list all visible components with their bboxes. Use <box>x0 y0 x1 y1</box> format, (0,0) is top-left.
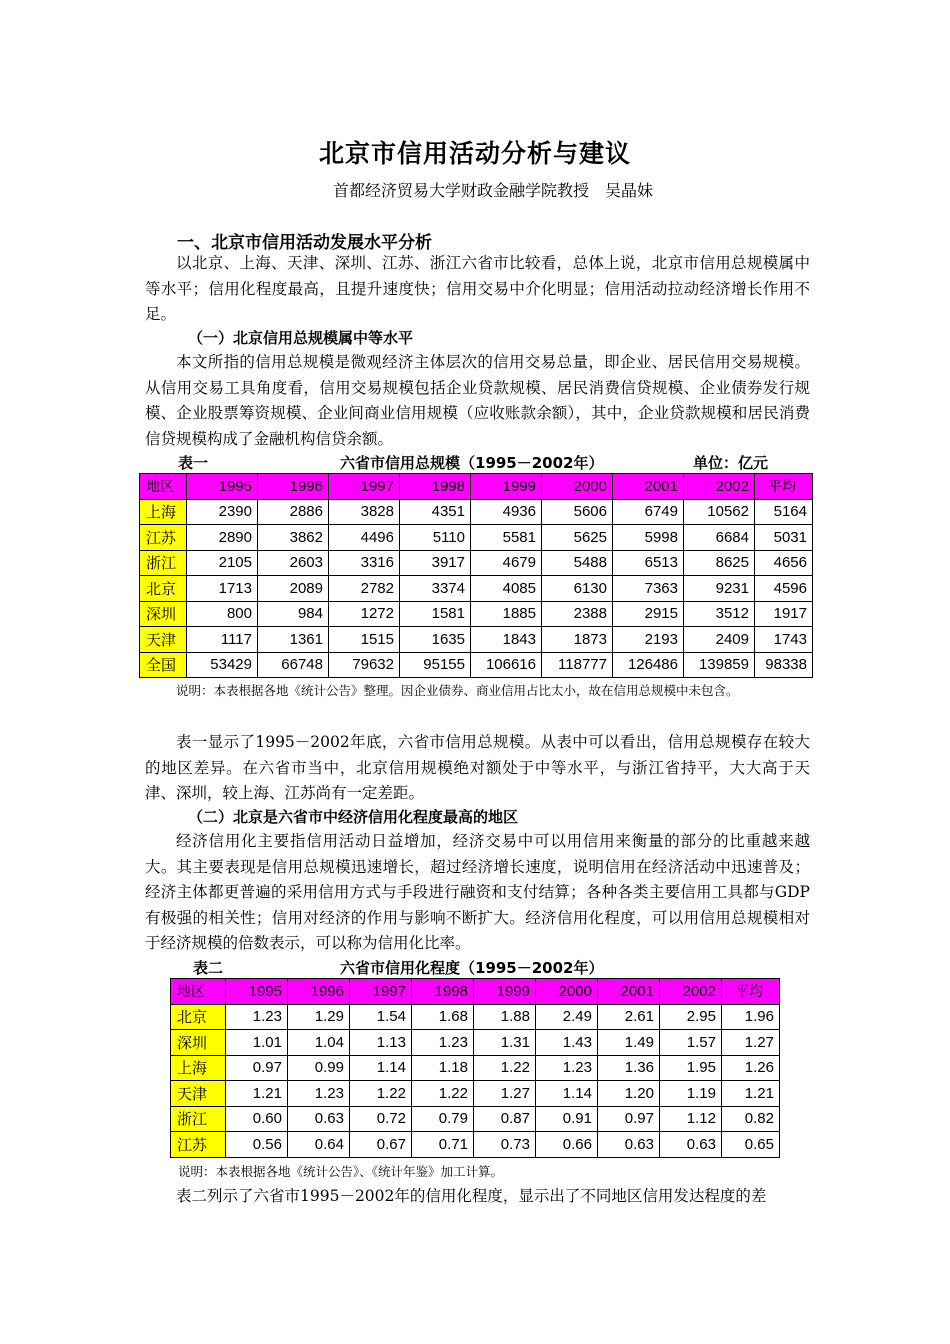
table1 <box>139 473 813 678</box>
value-cell: 1.23 <box>536 1055 598 1081</box>
table-row <box>171 1081 780 1107</box>
value-cell: 1581 <box>400 601 471 627</box>
value-cell: 3374 <box>400 576 471 602</box>
value-cell: 0.63 <box>660 1132 722 1158</box>
value-cell: 2.61 <box>598 1004 660 1030</box>
region-cell: 上海 <box>171 1055 226 1081</box>
value-cell: 0.87 <box>474 1106 536 1132</box>
value-cell: 1.23 <box>226 1004 288 1030</box>
value-cell: 1.22 <box>412 1081 474 1107</box>
value-cell: 1.29 <box>288 1004 350 1030</box>
value-cell: 4679 <box>471 550 542 576</box>
value-cell: 5164 <box>755 499 813 525</box>
value-cell: 2782 <box>329 576 400 602</box>
value-cell: 1.14 <box>536 1081 598 1107</box>
region-cell: 浙江 <box>140 550 187 576</box>
value-cell: 1.36 <box>598 1055 660 1081</box>
table-row <box>140 652 813 678</box>
header-cell: 2001 <box>598 979 660 1005</box>
header-cell: 地区 <box>171 979 226 1005</box>
value-cell: 1.23 <box>288 1081 350 1107</box>
value-cell: 66748 <box>258 652 329 678</box>
value-cell: 3862 <box>258 525 329 551</box>
value-cell: 79632 <box>329 652 400 678</box>
region-cell: 天津 <box>140 627 187 653</box>
value-cell: 0.71 <box>412 1132 474 1158</box>
table-row <box>171 1106 780 1132</box>
value-cell: 5606 <box>542 499 613 525</box>
value-cell: 1743 <box>755 627 813 653</box>
value-cell: 2890 <box>187 525 258 551</box>
value-cell: 1.01 <box>226 1030 288 1056</box>
value-cell: 10562 <box>684 499 755 525</box>
value-cell: 1.12 <box>660 1106 722 1132</box>
value-cell: 0.91 <box>536 1106 598 1132</box>
header-cell: 2002 <box>684 474 755 500</box>
value-cell: 2105 <box>187 550 258 576</box>
value-cell: 0.63 <box>288 1106 350 1132</box>
value-cell: 800 <box>187 601 258 627</box>
value-cell: 1.18 <box>412 1055 474 1081</box>
header-cell: 1996 <box>258 474 329 500</box>
value-cell: 8625 <box>684 550 755 576</box>
value-cell: 118777 <box>542 652 613 678</box>
region-cell: 全国 <box>140 652 187 678</box>
header-cell: 1998 <box>412 979 474 1005</box>
subsection-2-heading: （二）北京是六省市中经济信用化程度最高的地区 <box>188 808 519 826</box>
value-cell: 1272 <box>329 601 400 627</box>
header-cell: 1999 <box>474 979 536 1005</box>
value-cell: 126486 <box>613 652 684 678</box>
value-cell: 6513 <box>613 550 684 576</box>
value-cell: 3917 <box>400 550 471 576</box>
region-cell: 上海 <box>140 499 187 525</box>
value-cell: 1.49 <box>598 1030 660 1056</box>
document-title: 北京市信用活动分析与建议 <box>318 139 631 168</box>
value-cell: 0.73 <box>474 1132 536 1158</box>
value-cell: 3828 <box>329 499 400 525</box>
value-cell: 1.14 <box>350 1055 412 1081</box>
value-cell: 4596 <box>755 576 813 602</box>
value-cell: 0.60 <box>226 1106 288 1132</box>
region-cell: 天津 <box>171 1081 226 1107</box>
value-cell: 1.54 <box>350 1004 412 1030</box>
value-cell: 1.26 <box>722 1055 780 1081</box>
value-cell: 0.56 <box>226 1132 288 1158</box>
value-cell: 5581 <box>471 525 542 551</box>
table2-title: 六省市信用化程度（1995－2002年） <box>340 959 604 977</box>
value-cell: 139859 <box>684 652 755 678</box>
value-cell: 7363 <box>613 576 684 602</box>
value-cell: 5488 <box>542 550 613 576</box>
value-cell: 1.21 <box>722 1081 780 1107</box>
header-cell: 地区 <box>140 474 187 500</box>
table2-label: 表二 <box>193 959 224 977</box>
value-cell: 1.31 <box>474 1030 536 1056</box>
value-cell: 2409 <box>684 627 755 653</box>
value-cell: 6130 <box>542 576 613 602</box>
table-row <box>171 1030 780 1056</box>
value-cell: 1635 <box>400 627 471 653</box>
header-cell: 1995 <box>226 979 288 1005</box>
value-cell: 1713 <box>187 576 258 602</box>
value-cell: 2603 <box>258 550 329 576</box>
value-cell: 1.57 <box>660 1030 722 1056</box>
header-cell: 1999 <box>471 474 542 500</box>
value-cell: 1.27 <box>474 1081 536 1107</box>
value-cell: 4351 <box>400 499 471 525</box>
value-cell: 95155 <box>400 652 471 678</box>
table-row <box>140 576 813 602</box>
value-cell: 4936 <box>471 499 542 525</box>
value-cell: 0.63 <box>598 1132 660 1158</box>
table-row <box>140 627 813 653</box>
value-cell: 1361 <box>258 627 329 653</box>
value-cell: 1.96 <box>722 1004 780 1030</box>
subsection-1-heading: （一）北京信用总规模属中等水平 <box>188 329 414 347</box>
region-cell: 深圳 <box>140 601 187 627</box>
header-cell: 平均 <box>722 979 780 1005</box>
value-cell: 0.65 <box>722 1132 780 1158</box>
value-cell: 1.95 <box>660 1055 722 1081</box>
author-line: 首都经济贸易大学财政金融学院教授 吴晶妹 <box>332 181 653 200</box>
value-cell: 2.95 <box>660 1004 722 1030</box>
value-cell: 98338 <box>755 652 813 678</box>
table1-note: 说明：本表根据各地《统计公告》整理。因企业债券、商业信用占比太小，故在信用总规模中未包含。 <box>176 683 739 698</box>
value-cell: 0.66 <box>536 1132 598 1158</box>
table-header-row <box>171 979 780 1005</box>
header-cell: 1998 <box>400 474 471 500</box>
table1-unit: 单位：亿元 <box>693 454 769 472</box>
value-cell: 4656 <box>755 550 813 576</box>
region-cell: 北京 <box>140 576 187 602</box>
value-cell: 0.97 <box>226 1055 288 1081</box>
region-cell: 北京 <box>171 1004 226 1030</box>
value-cell: 4085 <box>471 576 542 602</box>
value-cell: 0.64 <box>288 1132 350 1158</box>
value-cell: 2388 <box>542 601 613 627</box>
value-cell: 1843 <box>471 627 542 653</box>
value-cell: 0.97 <box>598 1106 660 1132</box>
value-cell: 984 <box>258 601 329 627</box>
value-cell: 2193 <box>613 627 684 653</box>
value-cell: 0.99 <box>288 1055 350 1081</box>
table-row <box>171 1055 780 1081</box>
value-cell: 1515 <box>329 627 400 653</box>
region-cell: 江苏 <box>140 525 187 551</box>
value-cell: 5998 <box>613 525 684 551</box>
value-cell: 5110 <box>400 525 471 551</box>
table2 <box>170 978 780 1158</box>
value-cell: 9231 <box>684 576 755 602</box>
section-1-paragraph: 以北京、上海、天津、深圳、江苏、浙江六省市比较看，总体上说，北京市信用总规模属中等水平；信用化程度最高，且提升速度快；信用交易中介化明显；信用活动拉动经济增长作用不足。 <box>145 254 810 323</box>
value-cell: 3316 <box>329 550 400 576</box>
value-cell: 1.22 <box>350 1081 412 1107</box>
value-cell: 0.72 <box>350 1106 412 1132</box>
table-row <box>140 601 813 627</box>
table-row <box>171 1004 780 1030</box>
value-cell: 1.68 <box>412 1004 474 1030</box>
header-cell: 1997 <box>329 474 400 500</box>
value-cell: 0.67 <box>350 1132 412 1158</box>
value-cell: 53429 <box>187 652 258 678</box>
value-cell: 4496 <box>329 525 400 551</box>
value-cell: 1.21 <box>226 1081 288 1107</box>
header-cell: 1995 <box>187 474 258 500</box>
header-cell: 2000 <box>542 474 613 500</box>
value-cell: 2915 <box>613 601 684 627</box>
table-row <box>140 499 813 525</box>
table2-note: 说明：本表根据各地《统计公告》、《统计年鉴》加工计算。 <box>178 1164 504 1179</box>
table1-paragraph: 表一显示了1995－2002年底，六省市信用总规模。从表中可以看出，信用总规模存在较大的地区差异。在六省市当中，北京信用规模绝对额处于中等水平，与浙江省持平，大大高于天津、深圳，较上海、江苏尚有一定差距。 <box>145 733 810 802</box>
header-cell: 1996 <box>288 979 350 1005</box>
section-1-heading: 一、北京市信用活动发展水平分析 <box>177 233 432 253</box>
table-row <box>140 525 813 551</box>
table1-title: 六省市信用总规模（1995－2002年） <box>340 454 604 472</box>
table1-label: 表一 <box>178 454 209 472</box>
value-cell: 0.79 <box>412 1106 474 1132</box>
value-cell: 5031 <box>755 525 813 551</box>
region-cell: 浙江 <box>171 1106 226 1132</box>
value-cell: 0.82 <box>722 1106 780 1132</box>
region-cell: 深圳 <box>171 1030 226 1056</box>
table-row <box>171 1132 780 1158</box>
value-cell: 2089 <box>258 576 329 602</box>
value-cell: 1.04 <box>288 1030 350 1056</box>
value-cell: 1.19 <box>660 1081 722 1107</box>
header-cell: 平均 <box>755 474 813 500</box>
value-cell: 1.27 <box>722 1030 780 1056</box>
table-row <box>140 550 813 576</box>
value-cell: 1.88 <box>474 1004 536 1030</box>
value-cell: 1.23 <box>412 1030 474 1056</box>
subsection-2-paragraph: 经济信用化主要指信用活动日益增加，经济交易中可以用信用来衡量的部分的比重越来越大。其主要表现是信用总规模迅速增长，超过经济增长速度，说明信用在经济活动中迅速普及；经济主体都更普遍的采用信用方式与手段进行融资和支付结算；各种各类主要信用工具都与GDP有极强的相关性；信用对经济的作用与影响不断扩大。经济信用化程度，可以用信用总规模相对于经济规模的倍数表示，可以称为信用化比率。 <box>145 832 810 952</box>
table-header-row <box>140 474 813 500</box>
value-cell: 2886 <box>258 499 329 525</box>
value-cell: 1.22 <box>474 1055 536 1081</box>
value-cell: 1117 <box>187 627 258 653</box>
header-cell: 2002 <box>660 979 722 1005</box>
value-cell: 1917 <box>755 601 813 627</box>
value-cell: 5625 <box>542 525 613 551</box>
value-cell: 3512 <box>684 601 755 627</box>
header-cell: 2001 <box>613 474 684 500</box>
value-cell: 1885 <box>471 601 542 627</box>
value-cell: 2390 <box>187 499 258 525</box>
value-cell: 2.49 <box>536 1004 598 1030</box>
value-cell: 1.43 <box>536 1030 598 1056</box>
subsection-1-paragraph: 本文所指的信用总规模是微观经济主体层次的信用交易总量，即企业、居民信用交易规模。从信用交易工具角度看，信用交易规模包括企业贷款规模、居民消费信贷规模、企业债券发行规模、企业股票筹资规模、企业间商业信用规模（应收账款余额），其中，企业贷款规模和居民消费信贷规模构成了金融机构信贷余额。 <box>145 353 810 448</box>
value-cell: 6684 <box>684 525 755 551</box>
value-cell: 1.13 <box>350 1030 412 1056</box>
header-cell: 2000 <box>536 979 598 1005</box>
header-cell: 1997 <box>350 979 412 1005</box>
value-cell: 6749 <box>613 499 684 525</box>
region-cell: 江苏 <box>171 1132 226 1158</box>
value-cell: 1873 <box>542 627 613 653</box>
value-cell: 106616 <box>471 652 542 678</box>
value-cell: 1.20 <box>598 1081 660 1107</box>
table2-paragraph: 表二列示了六省市1995－2002年的信用化程度，显示出了不同地区信用发达程度的差 <box>176 1187 767 1205</box>
